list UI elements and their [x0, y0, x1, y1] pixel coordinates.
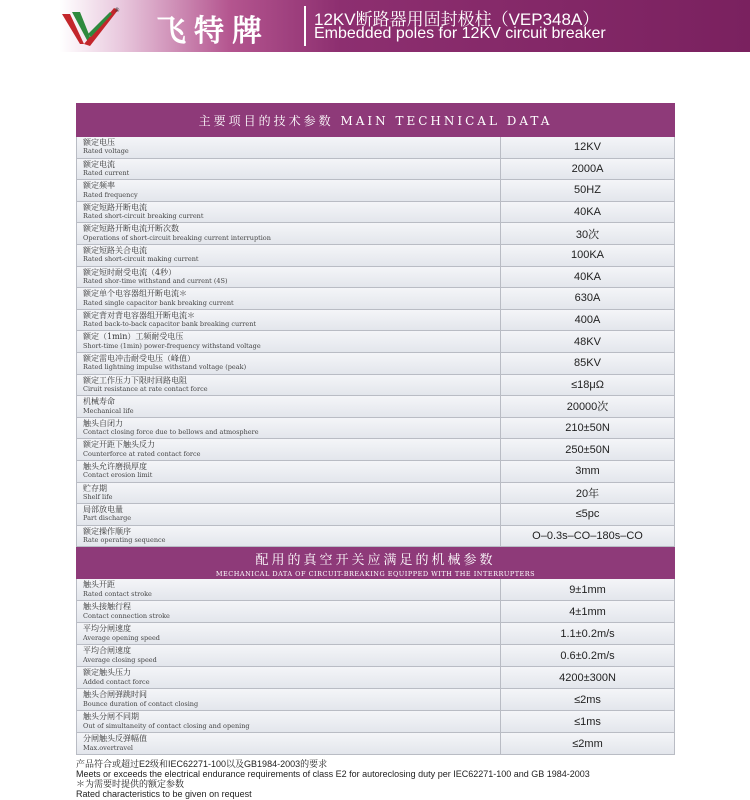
table-row	[76, 689, 675, 711]
main-technical-data-rows	[76, 137, 675, 547]
parameter-name-cell	[77, 526, 501, 547]
parameter-name-cell	[77, 331, 501, 352]
parameter-name-cn: 平均分闸速度	[83, 624, 131, 634]
table-row	[76, 504, 675, 526]
parameter-value: 40KA	[574, 206, 601, 219]
parameter-name-en: Part discharge	[83, 514, 132, 523]
parameter-name-en: Ciruit resistance at rate contact force	[83, 384, 208, 393]
parameter-value: ≤2ms	[574, 693, 601, 706]
table-row	[76, 623, 675, 645]
parameter-name-cell	[77, 396, 501, 417]
table-row	[76, 223, 675, 245]
banner-divider	[304, 6, 306, 46]
parameter-name-cn: 额定短路开断电流	[83, 202, 147, 212]
footnote: Rated characteristics to be given on request	[76, 789, 252, 799]
parameter-value: 3mm	[575, 465, 600, 478]
parameter-name-cn: 触头合闸弹跳时间	[83, 690, 147, 700]
parameter-name-en: Rated frequency	[83, 190, 138, 199]
parameter-name-cell	[77, 137, 501, 158]
parameter-name-cell	[77, 310, 501, 331]
parameter-name-cn: 触头允许磨损厚度	[83, 461, 147, 471]
parameter-name-cn: 触头分闸不同期	[83, 712, 139, 722]
table-row	[76, 733, 675, 755]
parameter-value: ≤18μΩ	[571, 378, 604, 391]
parameter-value: 2000A	[571, 162, 604, 175]
parameter-value: 20000次	[566, 401, 609, 414]
parameter-value: O–0.3s–CO–180s–CO	[532, 529, 643, 542]
parameter-value: 9±1mm	[569, 583, 606, 596]
parameter-name-cn: 额定单个电容器组开断电流＊	[83, 289, 187, 299]
parameter-name-cell	[77, 159, 501, 180]
parameter-name-en: Rated contact stroke	[83, 589, 152, 598]
parameter-name-cell	[77, 579, 501, 600]
table-row	[76, 418, 675, 440]
table-row	[76, 375, 675, 397]
table-row	[76, 353, 675, 375]
parameter-name-en: Rate operating sequence	[83, 536, 166, 545]
parameter-value: 50HZ	[574, 184, 601, 197]
table-row	[76, 288, 675, 310]
brand-logo-icon	[58, 4, 122, 48]
section-header-mechanical-data-cn: 配用的真空开关应满足的机械参数	[255, 553, 496, 569]
parameter-name-cn: 额定雷电冲击耐受电压（峰值）	[83, 353, 195, 363]
parameter-name-cell	[77, 689, 501, 710]
table-row	[76, 245, 675, 267]
table-row	[76, 645, 675, 667]
parameter-value: 4200±300N	[559, 671, 616, 684]
parameter-name-en: Contact closing force due to bellows and atmosphere	[83, 428, 259, 437]
parameter-name-cell	[77, 623, 501, 644]
brand-name: 飞特牌	[156, 14, 270, 49]
parameter-value: 30次	[575, 228, 600, 241]
parameter-value: ≤5pc	[575, 508, 600, 521]
parameter-value: 250±50N	[565, 443, 610, 456]
parameter-name-cn: 触头自闭力	[83, 418, 123, 428]
parameter-name-en: Bounce duration of contact closing	[83, 699, 199, 708]
parameter-name-en: Rated short-circuit breaking current	[83, 212, 204, 221]
footnote: ＊为需要时提供的额定参数	[76, 779, 185, 789]
footnote: 产品符合或超过E2级和IEC62271-100以及GB1984-2003的要求	[76, 759, 328, 769]
parameter-name-cn: 分闸触头反弹幅值	[83, 734, 147, 744]
parameter-name-cn: 额定工作压力下限时回路电阻	[83, 375, 187, 385]
parameter-name-en: Counterforce at rated contact force	[83, 449, 201, 458]
parameter-name-en: Rated back-to-back capacitor bank breaking current	[83, 320, 257, 329]
parameter-value: 4±1mm	[569, 605, 606, 618]
table-row	[76, 461, 675, 483]
parameter-name-cn: 额定（1min）工频耐受电压	[83, 332, 184, 342]
parameter-name-cell	[77, 711, 501, 732]
table-row	[76, 711, 675, 733]
parameter-name-en: Shelf life	[83, 492, 113, 501]
parameter-name-cell	[77, 483, 501, 504]
parameter-name-cn: 额定频率	[83, 181, 115, 191]
table-row	[76, 267, 675, 289]
product-title-cn: 12KV断路器用固封极柱（VEP348A）	[314, 10, 600, 29]
parameter-value: 85KV	[574, 357, 601, 370]
parameter-name-cn: 额定操作顺序	[83, 526, 131, 536]
footnotes	[76, 759, 676, 799]
table-row	[76, 310, 675, 332]
parameter-name-en: Rated shor-time withstand and current (4S)	[83, 276, 228, 285]
footnote: Meets or exceeds the electrical endurance requirements of class E2 for autoreclosing duty per IEC62271-100 and GB 1984-2003	[76, 769, 590, 779]
parameter-name-cn: 局部放电量	[83, 505, 123, 515]
parameter-name-cn: 触头接触行程	[83, 602, 131, 612]
parameter-name-en: Rated lightning impulse withstand voltage (peak)	[83, 363, 247, 372]
parameter-name-cell	[77, 601, 501, 622]
parameter-name-cell	[77, 267, 501, 288]
table-row	[76, 202, 675, 224]
top-banner	[0, 0, 750, 52]
parameter-name-cell	[77, 245, 501, 266]
parameter-name-en: Rated short-circuit making current	[83, 255, 199, 264]
parameter-value: 12KV	[574, 141, 601, 154]
parameter-name-cell	[77, 375, 501, 396]
parameter-name-en: Rated voltage	[83, 147, 129, 156]
table-row	[76, 159, 675, 181]
product-title-en: Embedded poles for 12KV circuit breaker	[314, 25, 606, 42]
section-header-main-technical-data: 主要项目的技术参数 MAIN TECHNICAL DATA	[76, 103, 675, 137]
parameter-name-cell	[77, 504, 501, 525]
parameter-name-cn: 额定短路关合电流	[83, 245, 147, 255]
parameter-name-cell	[77, 667, 501, 688]
mechanical-data-rows	[76, 579, 675, 755]
parameter-name-en: Max.overtravel	[83, 743, 133, 752]
parameter-name-cell	[77, 461, 501, 482]
parameter-name-en: Operations of short-circuit breaking current interruption	[83, 233, 271, 242]
parameter-name-cell	[77, 645, 501, 666]
parameter-value: 48KV	[574, 335, 601, 348]
parameter-name-en: Rated single capacitor bank breaking current	[83, 298, 234, 307]
parameter-name-en: Out of simultaneity of contact closing and opening	[83, 721, 250, 730]
main-technical-data-table	[76, 103, 675, 755]
table-row	[76, 439, 675, 461]
parameter-name-en: Added contact force	[83, 677, 150, 686]
parameter-name-cn: 额定电流	[83, 159, 115, 169]
section-header-mechanical-data-en: MECHANICAL DATA OF CIRCUIT-BREAKING EQUIPPED WITH THE INTERRUPTERS	[215, 570, 536, 579]
parameter-name-cell	[77, 418, 501, 439]
parameter-name-cn: 额定触头压力	[83, 668, 131, 678]
parameter-name-cell	[77, 223, 501, 244]
parameter-value: 400A	[574, 314, 601, 327]
table-row	[76, 667, 675, 689]
parameter-name-cn: 机械寿命	[83, 397, 115, 407]
section-header-mechanical-data	[76, 547, 675, 579]
table-row	[76, 483, 675, 505]
parameter-name-en: Contact erosion limit	[83, 471, 153, 480]
table-row	[76, 137, 675, 159]
parameter-value: 210±50N	[565, 422, 610, 435]
parameter-name-cell	[77, 353, 501, 374]
parameter-name-cn: 额定背对背电容器组开断电流＊	[83, 310, 195, 320]
parameter-name-en: Rated current	[83, 168, 130, 177]
table-row	[76, 526, 675, 548]
parameter-name-en: Short-time (1min) power-frequency withstand voltage	[83, 341, 261, 350]
parameter-value: 100KA	[570, 249, 605, 262]
table-row	[76, 601, 675, 623]
parameter-value: ≤2mm	[572, 737, 603, 750]
parameter-name-cell	[77, 439, 501, 460]
parameter-value: 20年	[575, 487, 600, 500]
parameter-name-cn: 额定短时耐受电流（4秒）	[83, 267, 177, 277]
parameter-value: 630A	[574, 292, 601, 305]
parameter-name-en: Average closing speed	[83, 655, 157, 664]
parameter-name-cn: 额定电压	[83, 138, 115, 147]
parameter-name-cn: 平均合闸速度	[83, 646, 131, 656]
table-row	[76, 180, 675, 202]
parameter-value: 1.1±0.2m/s	[560, 627, 615, 640]
parameter-name-cn: 额定开距下触头反力	[83, 440, 155, 450]
table-row	[76, 331, 675, 353]
parameter-value: ≤1ms	[574, 715, 601, 728]
parameter-name-cell	[77, 733, 501, 754]
parameter-name-cn: 触头开距	[83, 580, 115, 590]
parameter-name-cell	[77, 180, 501, 201]
parameter-value: 0.6±0.2m/s	[560, 649, 615, 662]
parameter-value: 40KA	[574, 270, 601, 283]
parameter-name-cell	[77, 288, 501, 309]
parameter-name-cn: 贮存期	[83, 483, 107, 493]
parameter-name-cell	[77, 202, 501, 223]
table-row	[76, 579, 675, 601]
table-row	[76, 396, 675, 418]
svg-text:®: ®	[114, 7, 120, 14]
parameter-name-en: Average opening speed	[83, 633, 160, 642]
parameter-name-en: Mechanical life	[83, 406, 134, 415]
parameter-name-en: Contact connection stroke	[83, 611, 170, 620]
parameter-name-cn: 额定短路开断电流开断次数	[83, 224, 179, 234]
